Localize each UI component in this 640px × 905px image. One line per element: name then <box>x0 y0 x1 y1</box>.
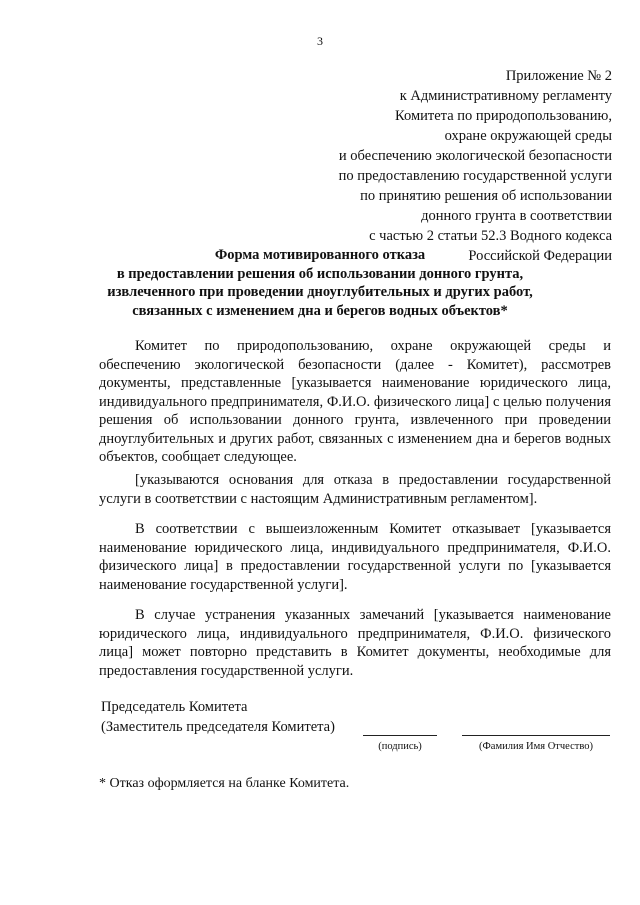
form-title <box>0 246 640 320</box>
name-caption: (Фамилия Имя Отчество) <box>479 741 593 752</box>
appendix-line: Российской Федерации <box>468 248 612 264</box>
paragraph-refusal-statement: В соответствии с вышеизложенным Комитет отказывает [указывается наименование юридического лица, индивидуального предпринимателя, Ф.И.О. физического лица] в предоставлении государственной услуги по [указывается наименование государственной услуги]. <box>99 521 611 593</box>
appendix-line: донного грунта в соответствии <box>421 208 612 224</box>
name-line <box>462 735 610 736</box>
footnote: * Отказ оформляется на бланке Комитета. <box>99 776 350 791</box>
signer-block <box>101 697 335 737</box>
paragraph-resubmission: В случае устранения указанных замечаний [указывается наименование юридического лица, индивидуального предпринимателя, Ф.И.О. физического лица] может повторно представить в Комитет документы, необходимые для предоставления государственной услуги. <box>99 607 611 679</box>
signature-line <box>363 735 437 736</box>
paragraph-refusal-grounds: [указываются основания для отказа в предоставлении государственной услуги в соответствии с настоящим Административным регламентом]. <box>99 472 611 507</box>
appendix-line: по принятию решения об использовании <box>360 188 612 204</box>
page-number: 3 <box>317 34 323 48</box>
paragraph-committee-review: Комитет по природопользованию, охране окружающей среды и обеспечению экологической безопасности (далее - Комитет), рассмотрев документы, представленные [указывается наименование юридического лица, индивидуального предпринимателя, Ф.И.О. физического лица] с целью получения решения об использовании донного грунта, извлеченного при проведении дноуглубительных и других работ, связанных с изменением дна и берегов водных объектов, сообщает следующее. <box>99 338 611 465</box>
signature-caption: (подпись) <box>378 741 422 752</box>
form-title-line: Форма мотивированного отказа <box>214 247 426 263</box>
form-title-line: извлеченного при проведении дноуглубительных и других работ, <box>107 284 533 300</box>
appendix-line: к Административному регламенту <box>399 88 612 104</box>
appendix-line: с частью 2 статьи 52.3 Водного кодекса <box>369 228 612 244</box>
appendix-line: Приложение № 2 <box>505 68 612 84</box>
appendix-line: и обеспечению экологической безопасности <box>338 148 612 164</box>
appendix-line: по предоставлению государственной услуги <box>338 168 612 184</box>
signer-title: Председатель Комитета <box>101 699 248 715</box>
appendix-header <box>339 66 612 266</box>
form-title-line: связанных с изменением дна и берегов водных объектов* <box>132 302 508 319</box>
appendix-line: Комитета по природопользованию, <box>395 108 612 124</box>
form-title-line: в предоставлении решения об использовании донного грунта, <box>116 265 524 282</box>
signer-deputy: (Заместитель председателя Комитета) <box>101 719 335 735</box>
appendix-line: охране окружающей среды <box>444 128 612 144</box>
